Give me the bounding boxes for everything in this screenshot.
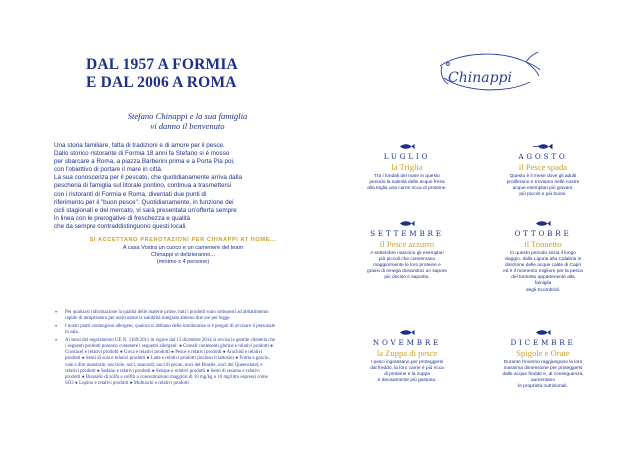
allergen-notes bbox=[55, 310, 275, 389]
intro-paragraph-1: Una storia familiare, fatta di tradizioni e di amore per il pesce. Dallo storico ristorante di Formia 18 anni fa Stefano si è mosso per sbarcare a Roma, a piazza Barberini prima e a Porta Pia poi, con l'obiettivo di portare il mare in città. bbox=[54, 142, 235, 174]
month-ottobre bbox=[483, 220, 603, 294]
month-fish: Spigole e Orate bbox=[516, 348, 570, 358]
note-item: • I nostri piatti contengono allergeni, qualora si abbiano delle intolleranze si è pregati di avvisare il personale in sala. bbox=[55, 324, 275, 336]
home-booking-heading: SI ACCETTANO PRENOTAZIONI PER CHINAPPI AT HOME... bbox=[89, 237, 277, 243]
chinappi-logo bbox=[430, 48, 542, 100]
month-description: In questo periodo inizia il lungo viaggio, dalla Liguria alla Calabria in direzione delle acque calde di Capri ed è il momento migliore per la pesca del tonnetto appartenente alla famiglia degli Scombridi. bbox=[503, 251, 583, 293]
month-fish: la Zuppa di pesce bbox=[376, 348, 438, 358]
welcome-subtitle bbox=[70, 111, 305, 131]
note-item: • Per qualsiasi informazione la qualità delle materie prime, tutti i prodotti sono sottoposti ad abbattimento rapido di temperatura per assicurarne la salubrità integrale almeno due ore per legge. bbox=[55, 310, 275, 322]
fish-icon bbox=[535, 329, 551, 336]
month-fish: la Triglia bbox=[391, 162, 423, 172]
month-dicembre bbox=[483, 329, 603, 390]
month-description: Tra i fondali del mare in questo periodo la salinità delle acque fresa alla triglia una carne ricca di proteine. bbox=[367, 174, 447, 192]
month-name: LUGLIO bbox=[383, 152, 431, 161]
month-agosto bbox=[483, 143, 603, 198]
month-description: Questo è il mese dove gli adulti proliferano e troviamo nelle nostre acque esemplari più giovani, più piccoli e più buoni. bbox=[506, 174, 580, 198]
month-name: OTTOBRE bbox=[514, 229, 572, 238]
subtitle-line-1: Stefano Chinappi e la sua famiglia bbox=[127, 111, 248, 121]
month-fish: il Pesce spada bbox=[518, 162, 568, 172]
fish-icon bbox=[399, 220, 415, 227]
page-title bbox=[86, 56, 326, 92]
note-item: • Ai sensi del regolamento UE N. 1169/2011 in vigore dal 13 dicembre 2014 si avvisa la gentile clientela che i seguenti prodotti possono contenere i seguenti allergeni: ● Cereali contenenti glutine e relativi prodotti ● Crostacei e relativi prodotti ● Uova e relativi prodotti ● Pesce e relativi prodotti ● Arachidi e relativi prodotti ● Semi di soia e relativi prodotti ● Latte e relativi prodotti (incluso il lattosio) ● Frutta a guscio, vale a dire mandorle, nocciole, noci, anacardi, noci di pecan, noci del Brasile, noci del Queensland, e relativi prodotti ● Sedano e relativi prodotti ● Senape e relativi prodotti ● Semi di sesamo e relativi prodotti ● Biossido di zolfo e solfiti a concentrazioni maggiori di 10 mg/kg o 10 mg/litro espressi come SO2 ● Lupino e relativi prodotti ● Molluschi e relativi prodotti bbox=[55, 338, 275, 388]
title-line-2: E DAL 2006 A ROMA bbox=[86, 74, 237, 91]
month-name: AGOSTO bbox=[518, 152, 568, 161]
month-fish: il Pesce azzurro bbox=[379, 239, 435, 249]
month-settembre bbox=[347, 220, 467, 281]
month-description: A settembre nascono gli esemplari più piccoli che conservano maggiormente le loro proteine e grassi di omega donandoci un sapore più deciso e saporito. bbox=[366, 251, 447, 281]
month-name: DICEMBRE bbox=[510, 338, 576, 347]
subtitle-line-2: vi danno il benvenuto bbox=[150, 121, 225, 131]
month-fish: il Tonnetto bbox=[524, 239, 562, 249]
fish-icon bbox=[399, 143, 415, 150]
month-description: Durante l'inverno raggiungono la loro massima dimensione per proteggersi dalle acque fredde e, di conseguenza, aumentano le proprietà nutrizionali. bbox=[502, 360, 584, 390]
home-booking-description: A casa Vostra un cuoco e un cameriere del team Chinappi vi delizieranno... (minimo x 4 persone) bbox=[122, 245, 244, 266]
swordfish-icon bbox=[533, 143, 553, 150]
logo-wordmark: Chinappi bbox=[448, 70, 512, 86]
intro-text bbox=[54, 142, 322, 231]
title-line-1: DAL 1957 A FORMIA bbox=[86, 56, 238, 73]
fish-icon bbox=[399, 329, 415, 336]
month-name: SETTEMBRE bbox=[370, 229, 444, 238]
month-name: NOVEMBRE bbox=[372, 338, 442, 347]
month-luglio bbox=[347, 143, 467, 192]
month-description: I pesci ingrassano per proteggersi dal freddo, la loro carne è più ricca di proteine e la zuppa è decisamente più gustosa. bbox=[370, 360, 444, 384]
month-novembre bbox=[347, 329, 467, 384]
intro-paragraph-2: La sua conoscenza per il pescato, che quotidianamente arriva dalla pescheria di famiglia sul litorale pontino, continua a trasmettersi con i ristoranti di Formia e Roma, diventati due punti di riferimento per il "buon pesce". Quotidianamente, in funzione dei cicli stagionali e del mercato, vi sarà presentata un'offerta sempre in linea con le prerogative di freschezza e qualità che da sempre contraddistinguono questi locali. bbox=[54, 174, 242, 230]
fish-icon bbox=[535, 220, 551, 227]
